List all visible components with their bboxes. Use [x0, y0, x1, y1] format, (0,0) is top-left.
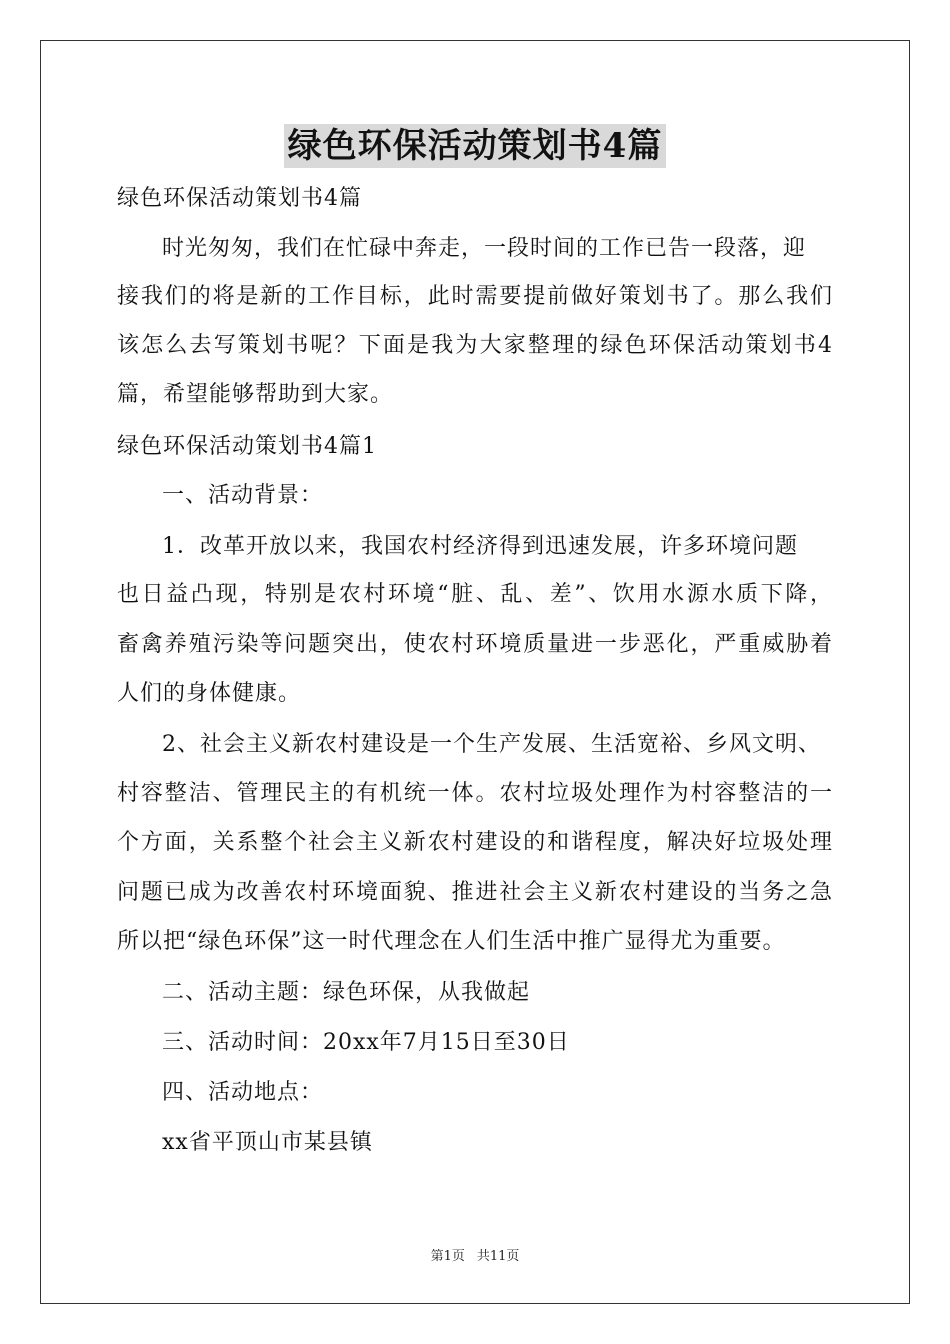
paragraph-line: 时光匆匆，我们在忙碌中奔走，一段时间的工作已告一段落，迎	[162, 236, 807, 261]
paragraph-line: 也日益凸现，特别是农村环境“脏、乱、差”、饮用水源水质下降，	[117, 582, 833, 607]
page-number: 第1页	[430, 1249, 465, 1264]
page-total: 共11页	[476, 1249, 520, 1264]
section-heading: 绿色环保活动策划书4篇1	[117, 434, 377, 459]
page-border	[40, 40, 910, 1304]
section-heading: 四、活动地点：	[162, 1080, 324, 1105]
section-heading: 一、活动背景：	[162, 483, 324, 508]
paragraph-line: 篇，希望能够帮助到大家。	[117, 382, 394, 407]
document-title: 绿色环保活动策划书4篇	[284, 124, 667, 168]
title-container	[0, 124, 950, 168]
paragraph-line: 个方面，关系整个社会主义新农村建设的和谐程度，解决好垃圾处理	[117, 830, 833, 855]
paragraph-line: 接我们的将是新的工作目标，此时需要提前做好策划书了。那么我们	[117, 284, 833, 309]
paragraph-line: 2、社会主义新农村建设是一个生产发展、生活宽裕、乡风文明、	[162, 732, 821, 757]
paragraph-line: 所以把“绿色环保”这一时代理念在人们生活中推广显得尤为重要。	[117, 929, 786, 954]
page-footer	[0, 1248, 950, 1266]
paragraph-line: xx省平顶山市某县镇	[162, 1130, 373, 1155]
paragraph-line: 问题已成为改善农村环境面貌、推进社会主义新农村建设的当务之急	[117, 880, 833, 905]
paragraph-line: 村容整洁、管理民主的有机统一体。农村垃圾处理作为村容整洁的一	[117, 781, 833, 806]
paragraph-line: 1．改革开放以来，我国农村经济得到迅速发展，许多环境问题	[162, 534, 798, 559]
paragraph-line: 该怎么去写策划书呢？下面是我为大家整理的绿色环保活动策划书4	[117, 333, 833, 358]
subtitle-line: 绿色环保活动策划书4篇	[117, 186, 362, 211]
section-heading: 二、活动主题：绿色环保，从我做起	[162, 980, 531, 1005]
section-heading: 三、活动时间：20xx年7月15日至30日	[162, 1030, 570, 1055]
paragraph-line: 人们的身体健康。	[117, 681, 302, 706]
paragraph-line: 畜禽养殖污染等问题突出，使农村环境质量进一步恶化，严重威胁着	[117, 632, 833, 657]
